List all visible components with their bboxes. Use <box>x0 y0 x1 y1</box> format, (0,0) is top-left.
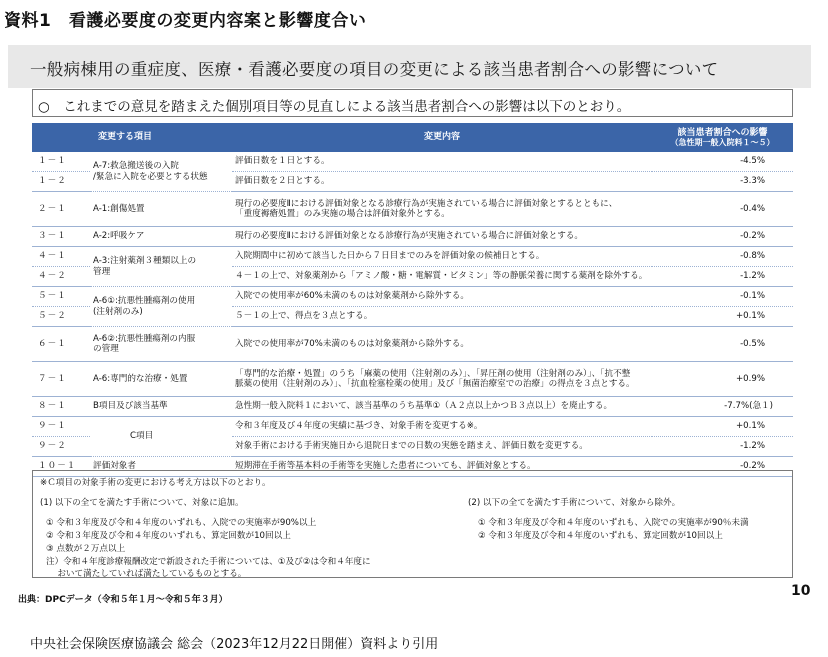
row-item-line1: A-6②:抗悪性腫瘍剤の内服 <box>93 333 196 344</box>
header-impact-line1: 該当患者割合への影響 <box>677 127 768 138</box>
notes-right-title: (2) 以下の全てを満たす手術について、対象から除外。 <box>468 498 681 508</box>
row-code: ３－１ <box>32 227 90 247</box>
row-item-line2: /緊急に入院を必要とする状態 <box>93 171 208 182</box>
notes-left-item: ① 令和３年度及び令和４年度のいずれも、入院での実施率が90%以上 <box>46 518 317 528</box>
row-code: ２－１ <box>32 192 90 227</box>
row-content-line1: 現行の必要度Ⅱにおける評価対象となる診療行為が実施されている場合に評価対象とするとともに、 <box>235 198 618 209</box>
row-item: A-1:創傷処置 <box>90 192 232 227</box>
row-content: 令和３年度及び４年度の実績に基づき、対象手術を変更する※。 <box>232 417 652 437</box>
table-row <box>32 327 793 362</box>
row-content: 現行の必要度Ⅱにおける評価対象となる診療行為が実施されている場合に評価対象とする。 <box>232 227 652 247</box>
row-impact: +0.1% <box>652 307 793 327</box>
row-code: ９－２ <box>32 437 90 457</box>
table-row <box>32 247 793 267</box>
row-code: ６－１ <box>32 327 90 362</box>
row-impact: -3.3% <box>652 172 793 192</box>
page-number: 10 <box>791 583 811 599</box>
row-item <box>90 287 232 327</box>
notes-right-item: ② 令和３年度及び令和４年度のいずれも、算定回数が10回以上 <box>478 531 723 541</box>
row-item-line1: A-7:救急搬送後の入院 <box>93 161 179 172</box>
row-content: 急性期一般入院料１において、該当基準のうち基準①（Ａ２点以上かつＢ３点以上）を廃止する。 <box>232 397 652 417</box>
row-code: ７－１ <box>32 362 90 397</box>
row-content: 入院期間中に初めて該当した日から７日目までのみを評価対象の候補日とする。 <box>232 247 652 267</box>
row-code: ５－１ <box>32 287 90 307</box>
header-code <box>32 123 90 152</box>
table-row <box>32 397 793 417</box>
row-impact: -1.2% <box>652 437 793 457</box>
row-content <box>232 192 652 227</box>
row-impact: -0.2% <box>652 227 793 247</box>
row-item-line1: A-6①:抗悪性腫瘍剤の使用 <box>93 296 196 307</box>
row-code: ４－２ <box>32 267 90 287</box>
header-item: 変更する項目 <box>90 123 232 152</box>
row-content: 評価日数を２日とする。 <box>232 172 652 192</box>
notes-left-item: ③ 点数が２万点以上 <box>46 544 126 554</box>
row-content-line1: 「専門的な治療・処置」のうち「麻薬の使用（注射剤のみ）」、「昇圧剤の使用（注射剤のみ）」、「抗不整 <box>235 368 631 379</box>
notes-header: ※Ｃ項目の対象手術の変更における考え方は以下のとおり。 <box>40 478 271 488</box>
row-item <box>90 327 232 362</box>
row-content-line2: 「重度褥瘡処置」のみ実施の場合は評価対象外とする。 <box>235 209 450 219</box>
table-row <box>32 152 793 172</box>
header-content: 変更内容 <box>232 123 652 152</box>
row-item-line2: (注射剤のみ) <box>93 306 143 317</box>
impact-table <box>32 123 793 477</box>
row-impact: -0.1% <box>652 287 793 307</box>
row-code: ４－１ <box>32 247 90 267</box>
notes-right-item: ① 令和３年度及び令和４年度のいずれも、入院での実施率が90％未満 <box>478 518 749 528</box>
table-row <box>32 362 793 397</box>
row-impact: -4.5% <box>652 152 793 172</box>
row-item <box>90 152 232 192</box>
notes-left-item: ② 令和３年度及び令和４年度のいずれも、算定回数が10回以上 <box>46 531 291 541</box>
row-item: B項目及び該当基準 <box>90 397 232 417</box>
row-impact: -0.5% <box>652 327 793 362</box>
row-content: ４－１の上で、対象薬剤から「アミノ酸・糖・電解質・ビタミン」等の静脈栄養に関する薬剤を除外する。 <box>232 267 652 287</box>
row-item-line2: 管理 <box>93 266 111 277</box>
header-impact-line2: （急性期一般入院料１～５） <box>670 138 775 148</box>
row-content: 入院での使用率が60%未満のものは対象薬剤から除外する。 <box>232 287 652 307</box>
row-content: 評価日数を１日とする。 <box>232 152 652 172</box>
table-row <box>32 287 793 307</box>
row-impact: -0.8% <box>652 247 793 267</box>
citation-text: 中央社会保険医療協議会 総会（2023年12月22日開催）資料より引用 <box>30 637 439 652</box>
row-code: ５－２ <box>32 307 90 327</box>
row-item-line2: の管理 <box>93 344 119 354</box>
row-item <box>90 247 232 287</box>
row-impact: +0.1% <box>652 417 793 437</box>
document-title: 資料1 看護必要度の変更内容案と影響度合い <box>4 11 367 31</box>
row-code: ８－１ <box>32 397 90 417</box>
row-code: １０－１ <box>32 457 90 477</box>
row-content-line2: 脈薬の使用（注射剤のみ）」、「抗血栓塞栓薬の使用」及び「無菌治療室での治療」の得点を３点とする。 <box>235 379 635 389</box>
subtitle-text: 一般病棟用の重症度、医療・看護必要度の項目の変更による該当患者割合への影響について <box>30 60 719 79</box>
row-item: A-6:専門的な治療・処置 <box>90 362 232 397</box>
row-code: ９－１ <box>32 417 90 437</box>
header-impact <box>652 123 793 152</box>
source-note: 出典：DPCデータ（令和５年１月～令和５年３月） <box>18 595 228 605</box>
table-row <box>32 417 793 437</box>
notes-left-item: おいて満たしていれば満たしているものとする。 <box>46 569 247 579</box>
row-impact: -0.2% <box>652 457 793 477</box>
row-code: １－１ <box>32 152 90 172</box>
row-content: 短期滞在手術等基本料の手術等を実施した患者についても、評価対象とする。 <box>232 457 652 477</box>
row-impact: -7.7%(急１) <box>652 397 793 417</box>
row-content: ５－１の上で、得点を３点とする。 <box>232 307 652 327</box>
row-impact: +0.9% <box>652 362 793 397</box>
row-item: A-2:呼吸ケア <box>90 227 232 247</box>
row-impact: -0.4% <box>652 192 793 227</box>
row-impact: -1.2% <box>652 267 793 287</box>
row-code: １－２ <box>32 172 90 192</box>
row-item-line1: A-3:注射薬剤３種類以上の <box>93 256 197 267</box>
table-row <box>32 192 793 227</box>
table-row <box>32 227 793 247</box>
summary-text: ○ これまでの意見を踏まえた個別項目等の見直しによる該当患者割合への影響は以下のとおり。 <box>38 99 631 115</box>
row-content <box>232 362 652 397</box>
row-item: 評価対象者 <box>90 457 232 477</box>
notes-left-title: (1) 以下の全てを満たす手術について、対象に追加。 <box>40 498 244 508</box>
row-content: 入院での使用率が70%未満のものは対象薬剤から除外する。 <box>232 327 652 362</box>
row-content: 対象手術における手術実施日から退院日までの日数の実態を踏まえ、評価日数を変更する。 <box>232 437 652 457</box>
notes-left-item: 注）令和４年度診療報酬改定で新設された手術については、①及び②は令和４年度に <box>46 557 371 567</box>
row-item: C項目 <box>90 417 232 457</box>
table-header-row <box>32 123 793 152</box>
